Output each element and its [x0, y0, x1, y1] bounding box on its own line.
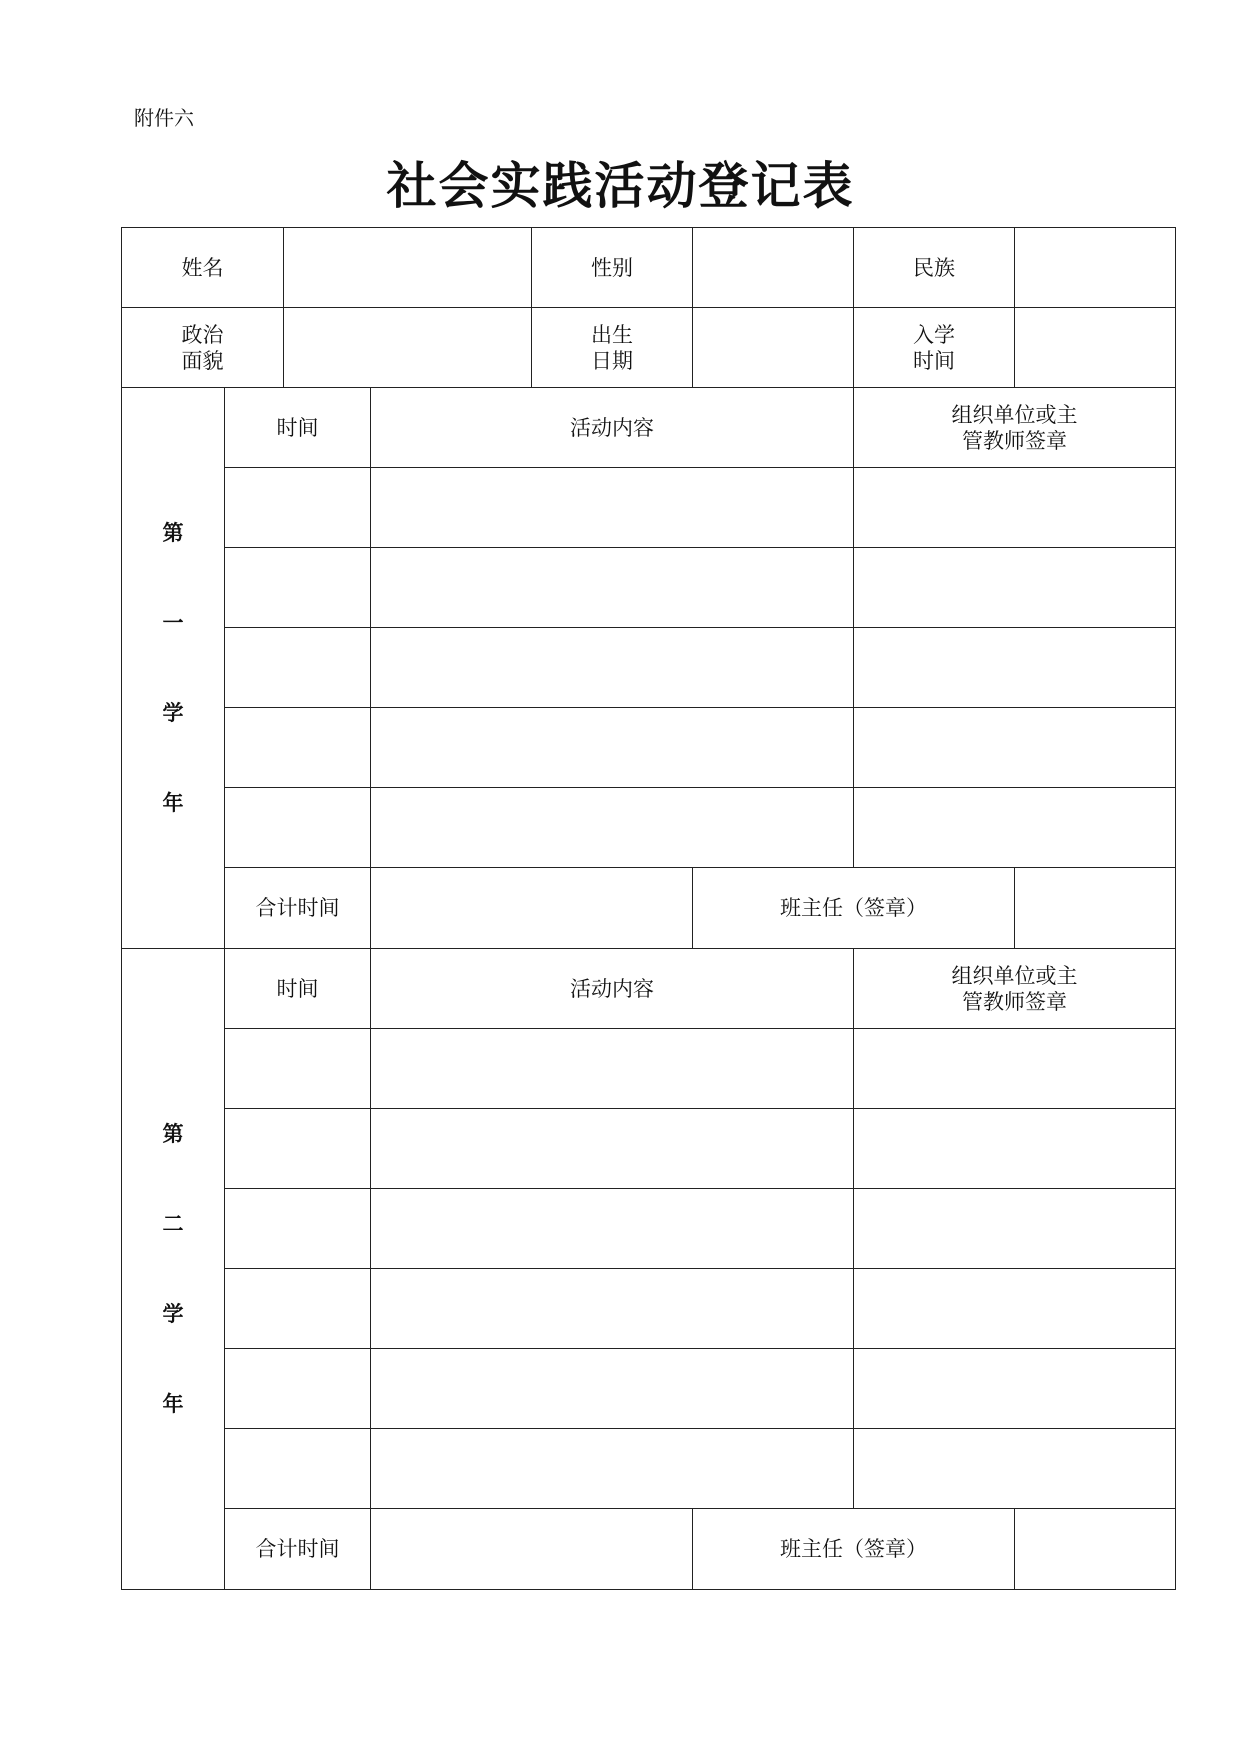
year1-time-cell[interactable] — [225, 468, 371, 548]
year2-org-header-line1: 组织单位或主 — [951, 963, 1078, 988]
year1-total-time-label: 合计时间 — [225, 868, 371, 949]
birth-date-label-line2: 日期 — [591, 348, 633, 373]
year2-signature-cell[interactable] — [854, 1429, 1176, 1509]
year2-content-cell[interactable] — [371, 1029, 854, 1109]
year2-activity-row-6 — [122, 1429, 1176, 1509]
year1-time-header: 时间 — [225, 388, 371, 468]
info-row-2 — [122, 308, 1176, 388]
registration-form — [121, 227, 1176, 1590]
political-status-label — [122, 308, 284, 388]
year2-char-1: 第 — [162, 1121, 184, 1146]
year2-org-header — [854, 949, 1176, 1029]
year2-summary-row — [122, 1509, 1176, 1590]
year2-content-cell[interactable] — [371, 1189, 854, 1269]
year2-class-teacher-signature[interactable] — [1015, 1509, 1176, 1590]
year2-signature-cell[interactable] — [854, 1349, 1176, 1429]
year2-org-header-line2: 管教师签章 — [962, 989, 1067, 1014]
year1-time-cell[interactable] — [225, 708, 371, 788]
year2-content-cell[interactable] — [371, 1349, 854, 1429]
year1-time-cell[interactable] — [225, 548, 371, 628]
political-status-label-line2: 面貌 — [181, 348, 224, 373]
gender-field[interactable] — [693, 228, 854, 308]
year2-activity-row-3 — [122, 1189, 1176, 1269]
year1-total-time-field[interactable] — [371, 868, 693, 949]
birth-date-label-line1: 出生 — [591, 322, 633, 347]
page-title: 社会实践活动登记表 — [386, 156, 855, 215]
info-row-1 — [122, 228, 1176, 308]
year1-org-header-line2: 管教师签章 — [962, 428, 1067, 453]
year1-class-teacher-signature[interactable] — [1015, 868, 1176, 949]
year2-content-header: 活动内容 — [371, 949, 854, 1029]
year2-total-time-field[interactable] — [371, 1509, 693, 1590]
year2-label — [122, 949, 225, 1590]
year2-content-cell[interactable] — [371, 1269, 854, 1349]
year2-activity-row-2 — [122, 1109, 1176, 1189]
year1-char-3: 学 — [162, 700, 184, 725]
year1-activity-row-5 — [122, 788, 1176, 868]
year1-signature-cell[interactable] — [854, 548, 1176, 628]
year1-header-row — [122, 388, 1176, 468]
year1-char-4: 年 — [162, 790, 184, 815]
year2-signature-cell[interactable] — [854, 1189, 1176, 1269]
birth-date-label — [532, 308, 693, 388]
year2-char-4: 年 — [162, 1391, 184, 1416]
enrollment-date-label-line2: 时间 — [913, 348, 955, 373]
year2-signature-cell[interactable] — [854, 1109, 1176, 1189]
year1-char-1: 第 — [162, 520, 184, 545]
year2-class-teacher-label: 班主任（签章） — [693, 1509, 1015, 1590]
name-label: 姓名 — [122, 228, 284, 308]
year1-signature-cell[interactable] — [854, 628, 1176, 708]
year1-signature-cell[interactable] — [854, 708, 1176, 788]
year2-activity-row-5 — [122, 1349, 1176, 1429]
enrollment-date-label-line1: 入学 — [913, 322, 955, 347]
attachment-label: 附件六 — [134, 106, 194, 130]
year1-time-cell[interactable] — [225, 628, 371, 708]
year1-activity-row-1 — [122, 468, 1176, 548]
name-field[interactable] — [284, 228, 532, 308]
year1-activity-row-2 — [122, 548, 1176, 628]
year1-signature-cell[interactable] — [854, 788, 1176, 868]
year1-org-header-line1: 组织单位或主 — [951, 402, 1078, 427]
year2-signature-cell[interactable] — [854, 1029, 1176, 1109]
year2-time-cell[interactable] — [225, 1189, 371, 1269]
ethnicity-field[interactable] — [1015, 228, 1176, 308]
ethnicity-label: 民族 — [854, 228, 1015, 308]
year1-content-cell[interactable] — [371, 788, 854, 868]
year2-total-time-label: 合计时间 — [225, 1509, 371, 1590]
year1-content-cell[interactable] — [371, 548, 854, 628]
year2-content-cell[interactable] — [371, 1109, 854, 1189]
political-status-label-line1: 政治 — [181, 322, 224, 347]
year2-header-row — [122, 949, 1176, 1029]
year2-activity-row-4 — [122, 1269, 1176, 1349]
year1-class-teacher-label: 班主任（签章） — [693, 868, 1015, 949]
year2-time-cell[interactable] — [225, 1109, 371, 1189]
year1-content-cell[interactable] — [371, 468, 854, 548]
year2-time-cell[interactable] — [225, 1429, 371, 1509]
year2-char-2: 二 — [162, 1211, 184, 1236]
year2-time-cell[interactable] — [225, 1269, 371, 1349]
year1-label — [122, 388, 225, 949]
year1-signature-cell[interactable] — [854, 468, 1176, 548]
year1-time-cell[interactable] — [225, 788, 371, 868]
year1-char-2: 一 — [162, 610, 184, 635]
year1-activity-row-3 — [122, 628, 1176, 708]
year1-content-header: 活动内容 — [371, 388, 854, 468]
enrollment-date-field[interactable] — [1015, 308, 1176, 388]
year1-summary-row — [122, 868, 1176, 949]
birth-date-field[interactable] — [693, 308, 854, 388]
gender-label: 性别 — [532, 228, 693, 308]
year1-content-cell[interactable] — [371, 708, 854, 788]
year2-activity-row-1 — [122, 1029, 1176, 1109]
year1-org-header — [854, 388, 1176, 468]
year2-content-cell[interactable] — [371, 1429, 854, 1509]
year1-content-cell[interactable] — [371, 628, 854, 708]
political-status-field[interactable] — [284, 308, 532, 388]
year2-time-cell[interactable] — [225, 1349, 371, 1429]
year2-time-cell[interactable] — [225, 1029, 371, 1109]
year1-activity-row-4 — [122, 708, 1176, 788]
year2-time-header: 时间 — [225, 949, 371, 1029]
year2-signature-cell[interactable] — [854, 1269, 1176, 1349]
enrollment-date-label — [854, 308, 1015, 388]
year2-char-3: 学 — [162, 1301, 184, 1326]
